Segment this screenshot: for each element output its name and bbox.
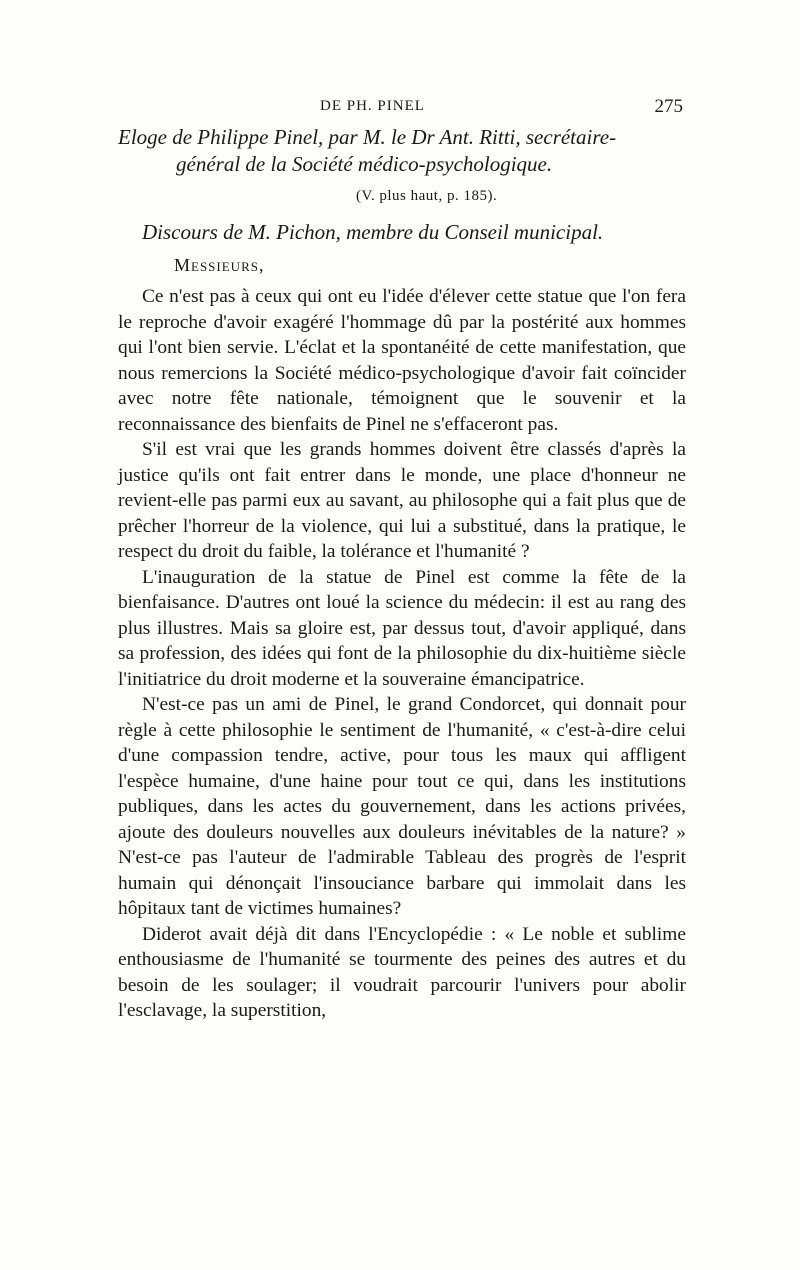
paragraph-1: Ce n'est pas à ceux qui ont eu l'idée d'élever cette statue que l'on fera le reproche d'avoir exagéré l'hommage dû par la postérité aux hommes qui l'ont bien servie. L'éclat et la spontanéité de cette manifestation, que nous remercions la Société médico-psychologique d'avoir fait coïncider avec notre fête nationale, témoignent que le souvenir et la reconnaissance des bienfaits de Pinel ne s'effaceront pas. <box>118 286 686 435</box>
text-block <box>118 124 686 1024</box>
discours-heading: Discours de M. Pichon, membre du Conseil municipal. <box>142 220 604 244</box>
eloge-heading-line1: Eloge de Philippe Pinel, par M. le Dr Ant. Ritti, secrétaire- <box>118 125 617 149</box>
paragraph-4: N'est-ce pas un ami de Pinel, le grand Condorcet, qui donnait pour règle à cette philosophie le sentiment de l'humanité, « c'est-à-dire celui d'une compassion tendre, active, pour tous les maux qui affligent l'espèce humaine, d'une haine pour tout ce qui, dans les institutions publiques, dans les actes du gouvernement, dans les actions privées, ajoute des douleurs nouvelles aux douleurs inévitables de la nature? » N'est-ce pas l'auteur de l'admirable Tableau des progrès de l'esprit humain qui dénonçait l'insouciance barbare qui immolait dans les hôpitaux tant de victimes humaines? <box>118 694 686 919</box>
page-reference: (V. plus haut, p. 185). <box>356 188 498 204</box>
running-head <box>120 96 685 120</box>
paragraph-2: S'il est vrai que les grands hommes doivent être classés d'après la justice qu'ils ont fait entrer dans le monde, une place d'honneur ne revient-elle pas parmi eux au savant, au philosophe qui a fait plus que de prêcher l'horreur de la violence, qui lui a substitué, dans la pratique, le respect du droit du faible, la tolérance et l'humanité ? <box>118 439 686 562</box>
eloge-heading-line2: général de la Société médico-psychologique. <box>176 152 553 176</box>
salutation: Messieurs, <box>174 255 265 275</box>
paragraph-5: Diderot avait déjà dit dans l'Encyclopédie : « Le noble et sublime enthousiasme de l'humanité se tourmente des peines des autres et du besoin de les soulager; il voudrait parcourir l'univers pour abolir l'esclavage, la superstition, <box>118 923 686 1021</box>
paragraph-3: L'inauguration de la statue de Pinel est comme la fête de la bienfaisance. D'autres ont loué la science du médecin: il est au rang des plus illustres. Mais sa gloire est, par dessus tout, d'avoir appliqué, dans sa profession, des idées qui font de la philosophie du dix-huitième siècle l'initiatrice du droit moderne et la souveraine émancipatrice. <box>118 566 686 690</box>
page-number: 275 <box>654 96 683 117</box>
running-title: DE PH. PINEL <box>320 98 425 114</box>
